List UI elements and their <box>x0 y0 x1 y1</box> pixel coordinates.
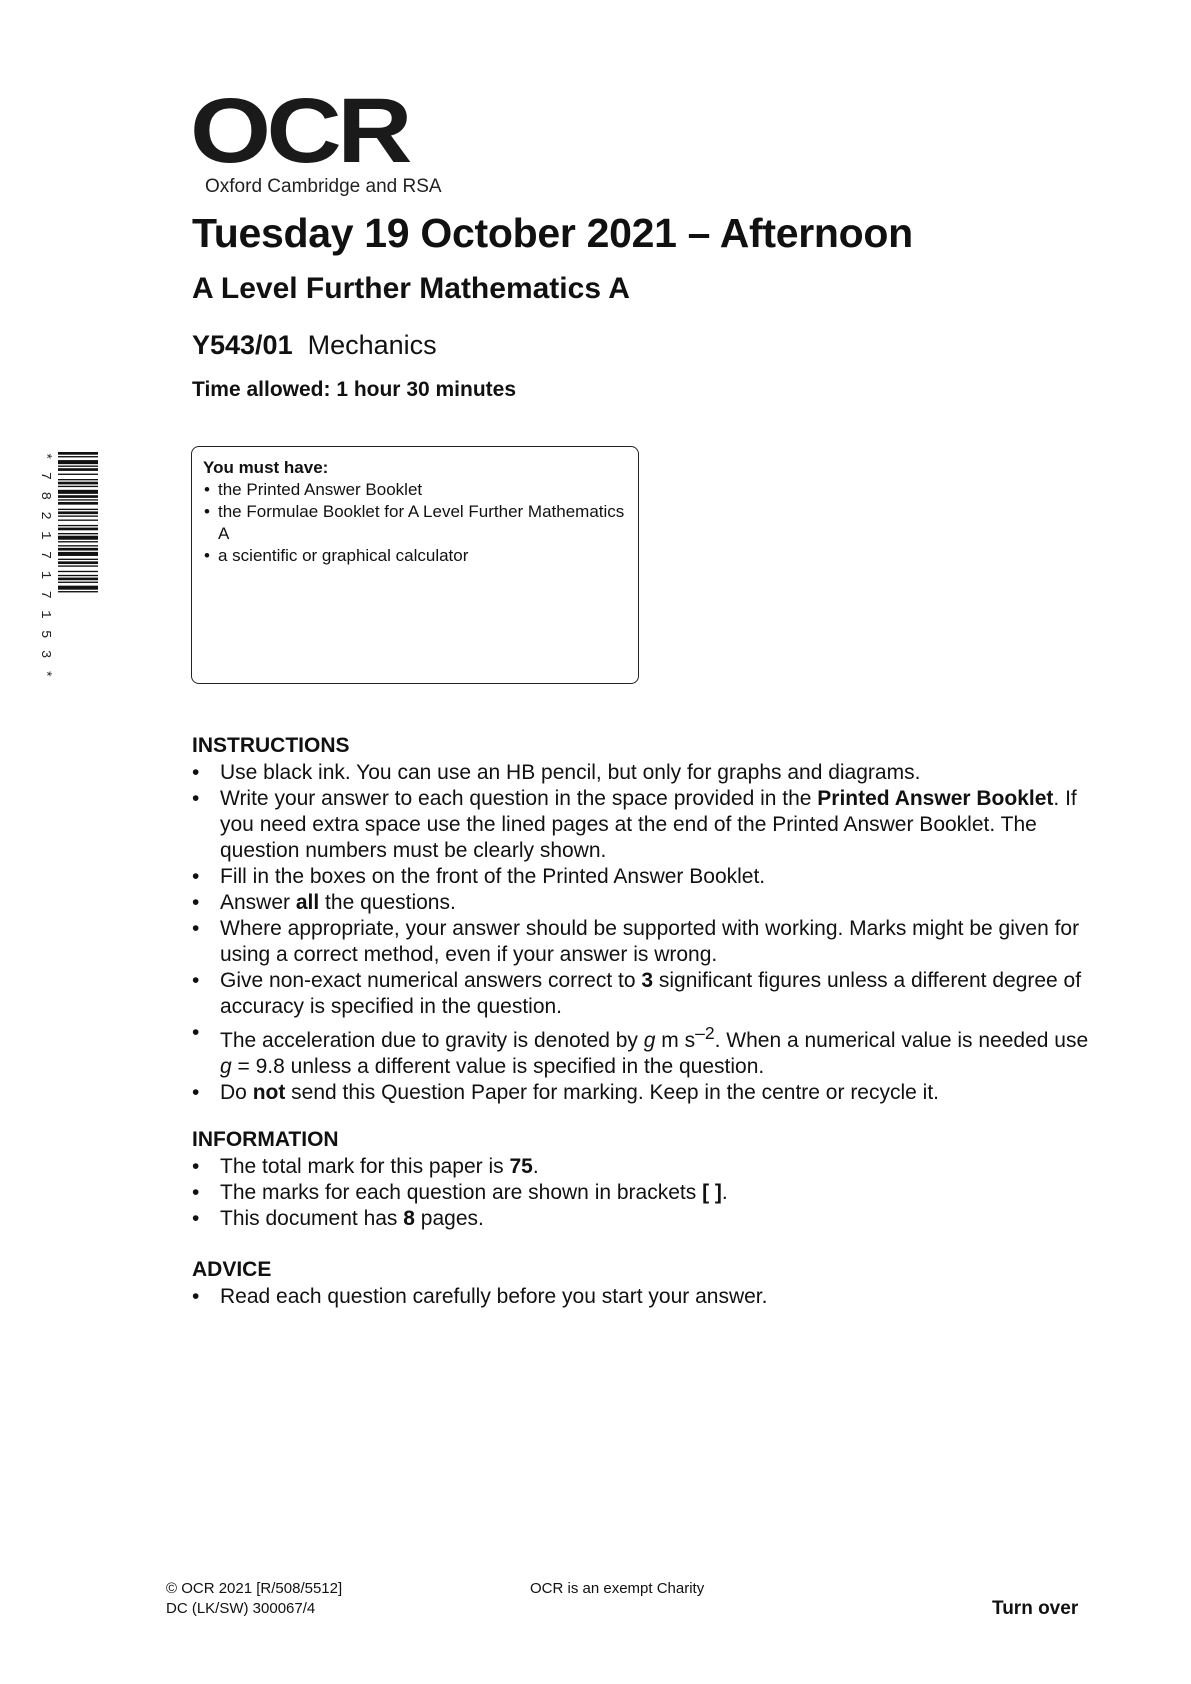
instruction-item <box>192 1020 1092 1080</box>
unit-text: m s <box>655 1029 696 1052</box>
requirements-box <box>191 446 639 684</box>
instruction-text: Give non-exact numerical answers correct to <box>220 969 642 992</box>
information-text: pages. <box>414 1207 484 1230</box>
gravity-symbol: g <box>643 1029 656 1052</box>
instruction-text: Write your answer to each question in the space provided in the <box>220 787 818 810</box>
ocr-logo <box>190 92 450 172</box>
instruction-emphasis: 3 <box>641 969 654 992</box>
document-code: DC (LK/SW) 300067/4 <box>166 1600 316 1617</box>
requirements-item: • the Formulae Booklet for A Level Further Mathematics A <box>203 501 628 545</box>
information-text: The total mark for this paper is <box>220 1155 510 1178</box>
information-text: . <box>532 1155 539 1178</box>
instruction-text: the questions. <box>319 891 456 914</box>
instruction-item <box>192 786 1092 864</box>
paper-title: Mechanics <box>307 330 437 360</box>
gravity-symbol: g <box>220 1055 232 1078</box>
information-text: The marks for each question are shown in brackets <box>220 1181 703 1204</box>
total-mark: 75 <box>509 1155 533 1178</box>
instruction-emphasis: not <box>252 1081 286 1104</box>
advice-list <box>192 1284 1092 1310</box>
paper-line <box>192 330 437 361</box>
information-text: This document has <box>220 1207 404 1230</box>
copyright-notice: © OCR 2021 [R/508/5512] <box>166 1580 343 1597</box>
information-item <box>192 1154 1092 1180</box>
information-text: . <box>721 1181 728 1204</box>
page-count: 8 <box>403 1207 415 1230</box>
instruction-item <box>192 890 1092 916</box>
marks-brackets: [ ] <box>702 1181 722 1204</box>
instruction-item <box>192 916 1092 968</box>
instruction-item <box>192 864 1092 890</box>
requirements-title: You must have: <box>203 458 329 477</box>
instruction-text: send this Question Paper for marking. Keep in the centre or recycle it. <box>285 1081 939 1104</box>
charity-notice: OCR is an exempt Charity <box>530 1580 705 1597</box>
exam-date: Tuesday 19 October 2021 – Afternoon <box>192 210 913 256</box>
instruction-emphasis: all <box>295 891 320 914</box>
instruction-text: . If you need extra space use the lined pages at the end of the Printed Answer Booklet. The question numbers must be clearly shown. <box>220 787 1077 862</box>
requirements-item: • the Printed Answer Booklet <box>203 479 628 501</box>
instruction-item <box>192 760 1092 786</box>
information-item <box>192 1206 1092 1232</box>
logo-subtitle: Oxford Cambridge and RSA <box>205 176 442 197</box>
information-heading: INFORMATION <box>192 1128 339 1151</box>
barcode-digits: * 7 8 2 1 7 1 7 1 5 3 * <box>37 452 53 678</box>
instruction-text: = 9.8 unless a different value is specified in the question. <box>231 1055 765 1078</box>
information-list <box>192 1154 1092 1232</box>
time-allowed: Time allowed: 1 hour 30 minutes <box>192 378 517 401</box>
instruction-text: significant figures unless a different degree of accuracy is specified in the question. <box>220 969 1082 1018</box>
barcode <box>36 450 100 682</box>
instruction-text: Fill in the boxes on the front of the Printed Answer Booklet. <box>220 865 766 888</box>
instruction-text: Do <box>220 1081 253 1104</box>
instruction-item <box>192 1080 1092 1106</box>
information-item <box>192 1180 1092 1206</box>
instructions-heading: INSTRUCTIONS <box>192 734 350 757</box>
advice-heading: ADVICE <box>192 1258 272 1281</box>
instruction-item <box>192 968 1092 1020</box>
requirements-item: • a scientific or graphical calculator <box>203 545 628 567</box>
requirements-list <box>203 479 628 567</box>
instruction-text: The acceleration due to gravity is denoted by <box>220 1029 644 1052</box>
instruction-emphasis: Printed Answer Booklet <box>817 787 1054 810</box>
turn-over-label: Turn over <box>992 1598 1079 1619</box>
instructions-list <box>192 760 1092 1106</box>
instruction-text: Where appropriate, your answer should be supported with working. Marks might be given for using a correct method, even if your answer is wrong. <box>220 917 1080 966</box>
advice-item: • Read each question carefully before you start your answer. <box>192 1284 1092 1310</box>
instruction-text: Answer <box>220 891 296 914</box>
unit-exponent: –2 <box>695 1023 715 1043</box>
instruction-text: Use black ink. You can use an HB pencil, but only for graphs and diagrams. <box>220 761 921 784</box>
paper-code: Y543/01 <box>192 330 293 360</box>
instruction-text: . When a numerical value is needed use <box>714 1029 1089 1052</box>
logo-mark-text: OCR <box>190 92 411 172</box>
qualification-title: A Level Further Mathematics A <box>192 272 630 305</box>
